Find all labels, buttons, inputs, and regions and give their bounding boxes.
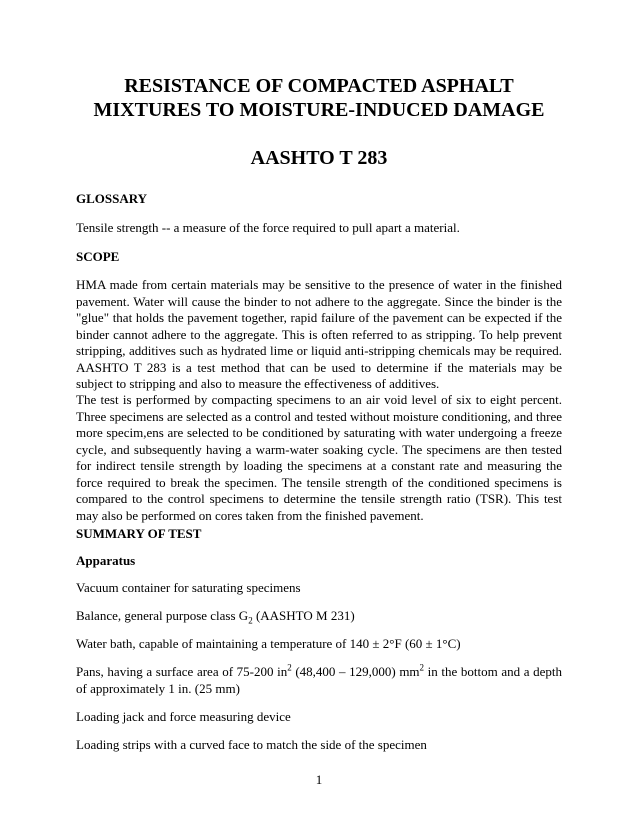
page-number: 1 — [315, 772, 323, 787]
scope-paragraph-1: HMA made from certain materials may be sensitive to the presence of water in the finished pavement. Water will cause the binder to not adhere to the aggregate. Since the binder is the "glue" that holds the pavement together, rapid failure of the pavement can be expected if the binder cannot adhere to the aggregate. This is often referred to as stripping. To help prevent stripping, additives such as hydrated lime or liquid anti-stripping chemicals may be required. AASHTO T 283 is a test method that can be used to determine if the materials may be subject to stripping and also to measure the effectiveness of additives. — [76, 277, 562, 391]
glossary-definition: Tensile strength -- a measure of the force required to pull apart a material. — [76, 220, 460, 235]
apparatus-item-loading-strips: Loading strips with a curved face to match the side of the specimen — [76, 737, 427, 752]
apparatus-item-balance: Balance, general purpose class $G_2$ (AASHTO M 231) — [76, 608, 355, 626]
glossary-heading: GLOSSARY — [76, 191, 148, 206]
apparatus-item-loading-jack: Loading jack and force measuring device — [76, 709, 291, 724]
test-designation: AASHTO T 283 — [250, 147, 388, 169]
apparatus-item-vacuum-container: Vacuum container for saturating specimens — [76, 580, 301, 595]
apparatus-item-pans: Pans, having a surface area of 75-200 $in^2$ (48,400 – 129,000) $mm^2$ in the bottom and a depth of approximately 1 in. (25 mm) — [76, 662, 562, 696]
title-line-2: MIXTURES TO MOISTURE-INDUCED DAMAGE — [93, 99, 545, 121]
title-line-1: RESISTANCE OF COMPACTED ASPHALT — [124, 75, 514, 97]
apparatus-item-water-bath: Water bath, capable of maintaining a temperature of 140 ± 2°F (60 ± 1°C) — [76, 636, 461, 651]
summary-heading: SUMMARY OF TEST — [76, 526, 202, 541]
scope-paragraph-2: The test is performed by compacting specimens to an air void level of six to eight percent. Three specimens are selected as a control and tested without moisture conditioning, and three more specim,ens are selected to be conditioned by saturating with water undergoing a freeze cycle, and subsequently having a warm-water soaking cycle. The specimens are then tested for indirect tensile strength by loading the specimens at a constant rate and measuring the force required to break the specimen. The tensile strength of the conditioned specimens is compared to the control specimens to determine the tensile strength ratio (TSR). This test may also be performed on cores taken from the finished pavement. — [76, 392, 562, 523]
scope-heading: SCOPE — [76, 249, 120, 264]
apparatus-heading: Apparatus — [76, 553, 136, 568]
